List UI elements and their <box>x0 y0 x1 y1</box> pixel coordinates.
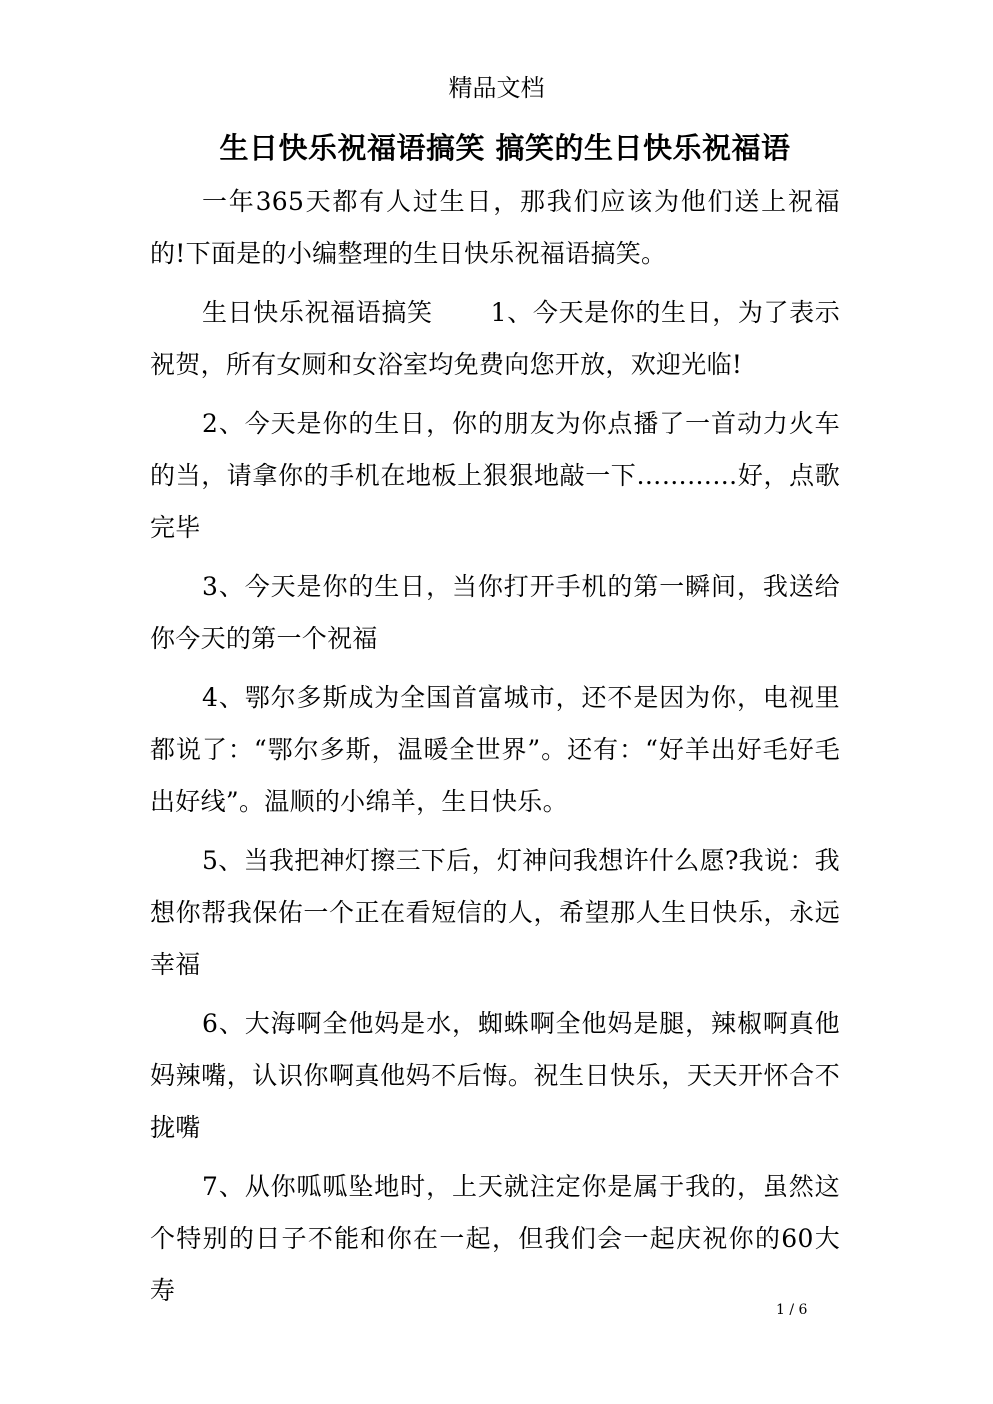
list-item-7: 7、从你呱呱坠地时，上天就注定你是属于我的，虽然这个特别的日子不能和你在一起，但我们会一起庆祝你的60大寿 <box>150 1172 840 1305</box>
page-number: 1 / 6 <box>776 1302 808 1318</box>
document-title: 生日快乐祝福语搞笑 搞笑的生日快乐祝福语 <box>219 131 791 165</box>
list-item-5: 5、当我把神灯擦三下后，灯神问我想许什么愿?我说：我想你帮我保佑一个正在看短信的人，希望那人生日快乐，永远幸福 <box>150 846 840 979</box>
section-paragraph <box>150 287 840 391</box>
list-item-2: 2、今天是你的生日，你的朋友为你点播了一首动力火车的当，请拿你的手机在地板上狠狠地敲一下…………好，点歌完毕 <box>150 409 840 542</box>
list-item-6: 6、大海啊全他妈是水，蜘蛛啊全他妈是腿，辣椒啊真他妈辣嘴，认识你啊真他妈不后悔。祝生日快乐，天天开怀合不拢嘴 <box>150 1009 840 1142</box>
list-item-3: 3、今天是你的生日，当你打开手机的第一瞬间，我送给你今天的第一个祝福 <box>150 572 840 653</box>
list-item-1: 1、今天是你的生日，为了表示祝贺，所有女厕和女浴室均免费向您开放，欢迎光临! <box>150 298 841 379</box>
list-item-4: 4、鄂尔多斯成为全国首富城市，还不是因为你，电视里都说了：“鄂尔多斯，温暖全世界”。还有：“好羊出好毛好毛出好线”。温顺的小绵羊，生日快乐。 <box>150 683 840 816</box>
intro-paragraph: 一年365天都有人过生日，那我们应该为他们送上祝福的!下面是的小编整理的生日快乐祝福语搞笑。 <box>150 187 840 268</box>
page-header: 精品文档 <box>448 74 545 102</box>
section-heading: 生日快乐祝福语搞笑 <box>202 298 433 327</box>
document-body <box>150 176 840 1324</box>
